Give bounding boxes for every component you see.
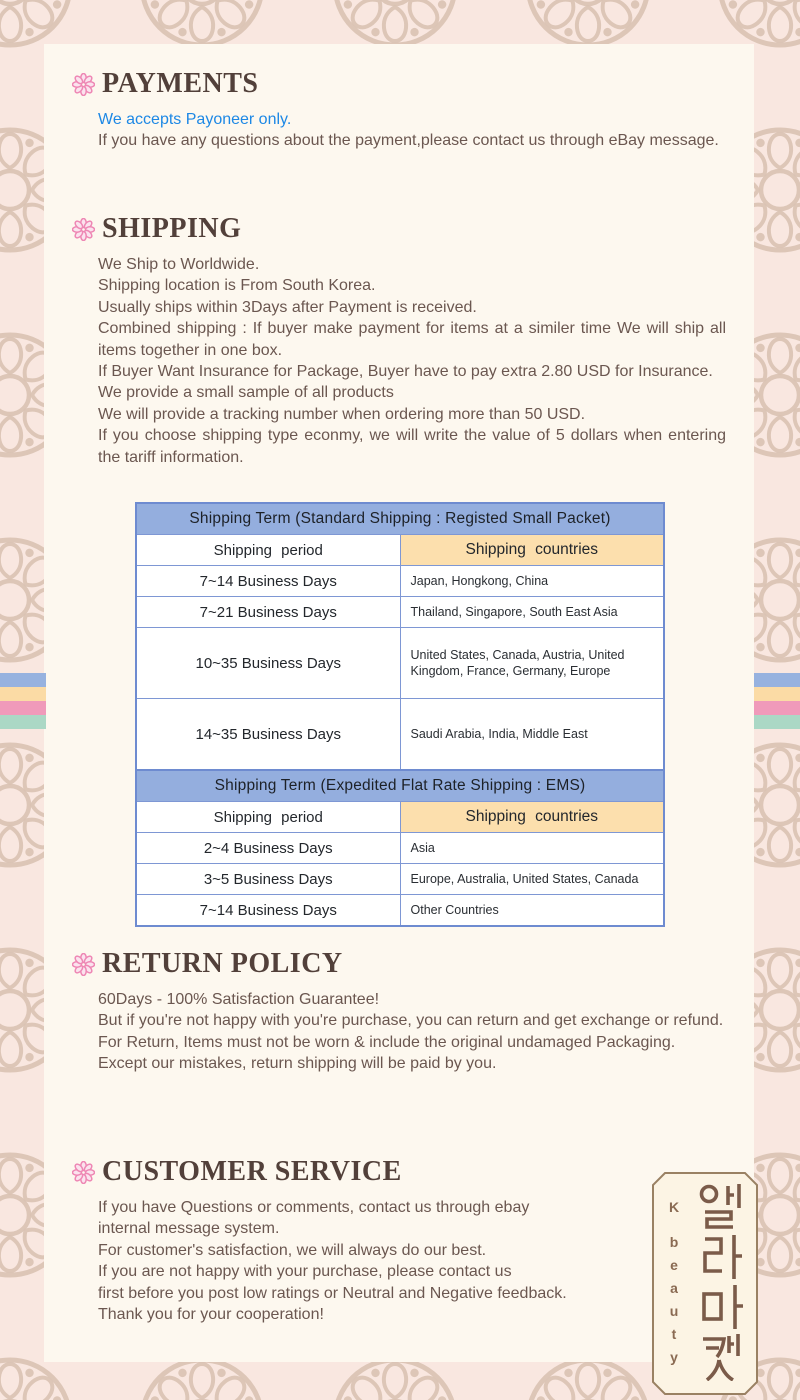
table-title: Shipping Term (Standard Shipping : Registed Small Packet) [136, 503, 664, 535]
customer-body [98, 1197, 647, 1325]
table-cell-countries: Japan, Hongkong, China [400, 566, 664, 597]
return-line: 60Days - 100% Satisfaction Guarantee! [98, 991, 380, 1008]
hangul-char-el [699, 1183, 743, 1231]
banner-vertical-text: K b e a u t y [668, 1199, 680, 1365]
table-cell-countries: United States, Canada, Austria, United Kingdom, France, Germany, Europe [400, 628, 664, 699]
section-customer-service [72, 1156, 647, 1325]
section-title-shipping: SHIPPING [102, 213, 242, 244]
shipping-tables [135, 502, 665, 927]
banner-content [658, 1178, 752, 1389]
shipping-line: We Ship to Worldwide. [98, 256, 260, 273]
shipping-line: If Buyer Want Insurance for Package, Buyer have to pay extra 2.80 USD for Insurance. [98, 363, 713, 381]
flower-icon [72, 1161, 95, 1184]
column-header-period: Shipping period [136, 535, 400, 566]
table-cell-countries: Thailand, Singapore, South East Asia [400, 597, 664, 628]
customer-heading [72, 1156, 647, 1188]
flower-icon [72, 953, 95, 976]
table-cell-countries: Europe, Australia, United States, Canada [400, 864, 664, 895]
shipping-line: Shipping location is From South Korea. [98, 277, 376, 295]
flower-icon [72, 218, 95, 241]
content-card [44, 44, 754, 1362]
decorative-stripes-left [0, 673, 46, 730]
payments-body [98, 109, 726, 152]
return-line: Except our mistakes, return shipping will be paid by you. [98, 1055, 497, 1073]
payments-text: If you have any questions about the payment,please contact us through eBay message. [98, 132, 719, 150]
table-cell-period: 10~35 Business Days [136, 628, 400, 699]
hangul-char-ra [699, 1233, 743, 1281]
hangul-char-ket [699, 1333, 743, 1381]
table-cell-countries: Other Countries [400, 895, 664, 927]
hangul-char-ma [699, 1283, 743, 1331]
shipping-line: Combined shipping : If buyer make payment for items at a similer time We will ship all items together in one box. [98, 320, 726, 359]
section-title-payments: PAYMENTS [102, 68, 259, 99]
column-header-period: Shipping period [136, 802, 400, 833]
payments-highlight: We accepts Payoneer only. [98, 111, 292, 128]
shipping-line: We will provide a tracking number when ordering more than 50 USD. [98, 405, 586, 423]
payments-heading [72, 68, 726, 100]
section-shipping [72, 213, 726, 468]
flower-icon [72, 73, 95, 96]
stripe-pink [754, 701, 800, 715]
customer-line: For customer's satisfaction, we will always do our best. [98, 1241, 487, 1259]
shipping-line: If you choose shipping type econmy, we will write the value of 5 dollars when entering the tariff information. [98, 427, 726, 466]
shipping-line: Usually ships within 3Days after Payment is received. [98, 298, 477, 316]
table-title: Shipping Term (Expedited Flat Rate Shipping : EMS) [136, 770, 664, 802]
stripe-mint [754, 715, 800, 729]
customer-line: internal message system. [98, 1220, 280, 1238]
customer-line: If you have Questions or comments, contact us through ebay [98, 1199, 530, 1216]
customer-line: first before you post low ratings or Neutral and Negative feedback. [98, 1284, 567, 1302]
table-cell-period: 7~14 Business Days [136, 895, 400, 927]
customer-line: Thank you for your cooperation! [98, 1306, 324, 1324]
table-cell-period: 14~35 Business Days [136, 699, 400, 771]
return-line: For Return, Items must not be worn & include the original undamaged Packaging. [98, 1033, 676, 1051]
column-header-countries: Shipping countries [400, 802, 664, 833]
column-header-countries: Shipping countries [400, 535, 664, 566]
stripe-yellow [754, 687, 800, 701]
table-cell-period: 3~5 Business Days [136, 864, 400, 895]
shipping-body [98, 254, 726, 468]
table-cell-countries: Asia [400, 833, 664, 864]
section-title-return-policy: RETURN POLICY [102, 948, 343, 979]
customer-line: If you are not happy with your purchase, please contact us [98, 1263, 512, 1281]
table-row [136, 864, 664, 895]
table-row [136, 833, 664, 864]
shipping-table-ems [135, 769, 665, 927]
stripe-yellow [0, 687, 46, 701]
section-title-customer-service: CUSTOMER SERVICE [102, 1156, 402, 1187]
table-row [136, 628, 664, 699]
table-row [136, 895, 664, 927]
table-row [136, 699, 664, 771]
stripe-blue [754, 673, 800, 687]
table-cell-period: 7~21 Business Days [136, 597, 400, 628]
table-cell-countries: Saudi Arabia, India, Middle East [400, 699, 664, 771]
section-payments [72, 68, 726, 152]
table-row [136, 566, 664, 597]
return-line: But if you're not happy with you're purchase, you can return and get exchange or refund. [98, 1012, 724, 1030]
stripe-blue [0, 673, 46, 687]
table-cell-period: 2~4 Business Days [136, 833, 400, 864]
stripe-mint [0, 715, 46, 729]
return-body [98, 989, 726, 1075]
shipping-heading [72, 213, 726, 245]
section-return-policy [72, 948, 726, 1075]
shipping-table-standard [135, 502, 665, 771]
table-row [136, 597, 664, 628]
stripe-pink [0, 701, 46, 715]
shipping-line: We provide a small sample of all products [98, 384, 394, 402]
store-banner [650, 1170, 760, 1397]
store-name-korean [690, 1178, 752, 1389]
table-cell-period: 7~14 Business Days [136, 566, 400, 597]
decorative-stripes-right [754, 673, 800, 730]
return-heading [72, 948, 726, 980]
